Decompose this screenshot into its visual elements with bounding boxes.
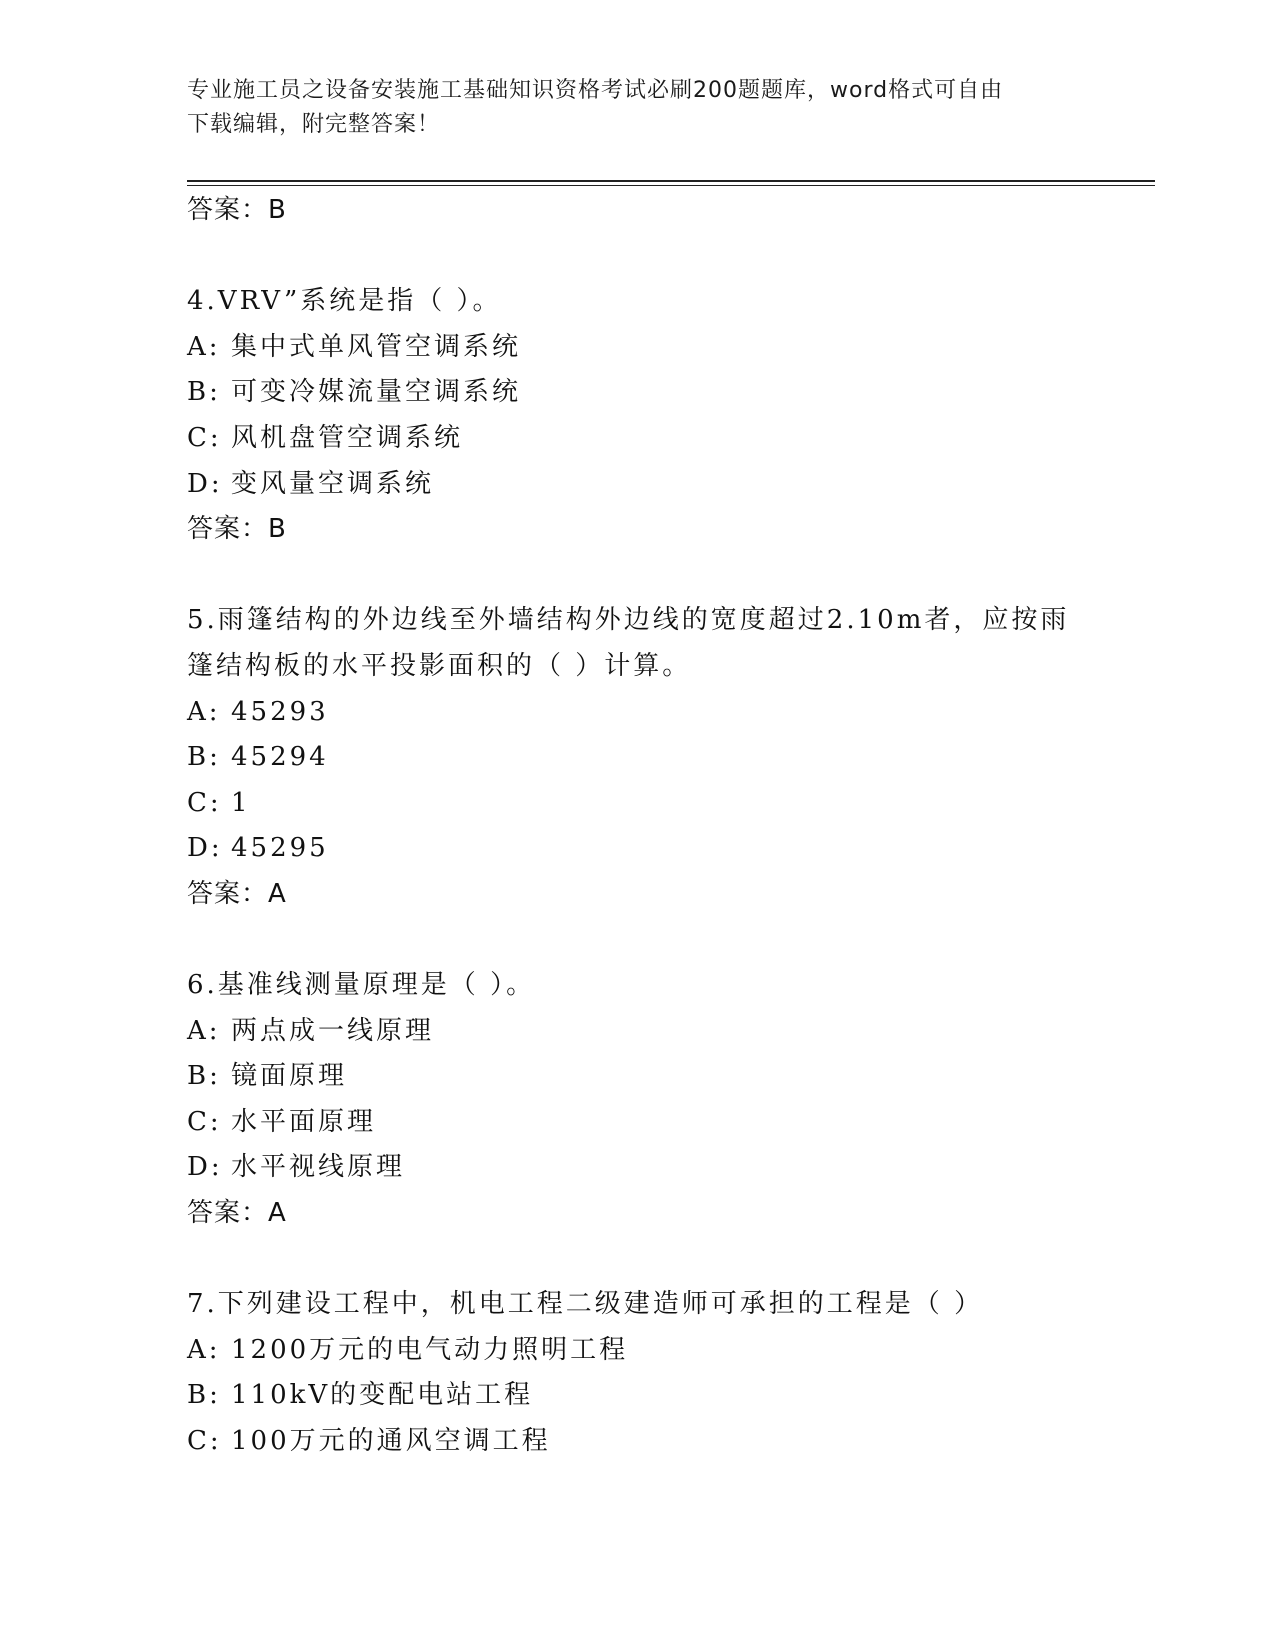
- spacer: [187, 1237, 1147, 1283]
- option-text: 1: [231, 787, 251, 818]
- option-c: [187, 1100, 1147, 1146]
- option-b: [187, 370, 1147, 416]
- option-letter: C:: [187, 787, 222, 818]
- option-a: [187, 690, 1147, 736]
- header-divider-thin: [187, 185, 1155, 186]
- option-letter: A:: [187, 696, 221, 727]
- option-text: 水平面原理: [231, 1106, 377, 1137]
- option-c: [187, 416, 1147, 462]
- option-text: 110kV的变配电站工程: [231, 1380, 534, 1411]
- option-text: 45293: [231, 696, 329, 727]
- header-line-2: 下载编辑，附完整答案！: [187, 112, 441, 137]
- option-text: 45295: [231, 833, 329, 864]
- question-block: [187, 963, 1147, 1237]
- option-letter: A:: [187, 1334, 221, 1365]
- document-body: [187, 188, 1147, 1465]
- question-stem: 5.雨篷结构的外边线至外墙结构外边线的宽度超过2.10m者，应按雨: [187, 605, 1070, 636]
- spacer: [187, 553, 1147, 599]
- option-d: [187, 1145, 1147, 1191]
- document-header: [187, 74, 1087, 142]
- option-letter: D:: [187, 833, 223, 864]
- header-divider-thick: [187, 180, 1155, 182]
- header-line-1: 专业施工员之设备安装施工基础知识资格考试必刷200题题库，word格式可自由: [187, 78, 1004, 103]
- option-c: [187, 781, 1147, 827]
- question-stem: 7.下列建设工程中，机电工程二级建造师可承担的工程是（ ）: [187, 1289, 984, 1320]
- option-text: 集中式单风管空调系统: [231, 331, 522, 362]
- option-letter: A:: [187, 331, 221, 362]
- option-a: [187, 1009, 1147, 1055]
- option-letter: D:: [187, 1152, 223, 1183]
- question-stem: 4.VRV”系统是指（ ）。: [187, 286, 502, 317]
- option-letter: C:: [187, 1106, 222, 1137]
- option-text: 镜面原理: [231, 1061, 348, 1092]
- option-letter: D:: [187, 468, 223, 499]
- option-letter: A:: [187, 1015, 221, 1046]
- question-block: [187, 1282, 1147, 1464]
- option-b: [187, 1373, 1147, 1419]
- question-block: [187, 598, 1147, 917]
- option-text: 水平视线原理: [231, 1152, 406, 1183]
- option-b: [187, 735, 1147, 781]
- question-block: [187, 279, 1147, 553]
- option-a: [187, 1328, 1147, 1374]
- option-b: [187, 1054, 1147, 1100]
- question-answer: 答案：B: [187, 514, 287, 545]
- question-answer: 答案：A: [187, 1198, 287, 1229]
- option-letter: C:: [187, 1426, 222, 1457]
- option-letter: B:: [187, 377, 221, 408]
- previous-answer: 答案：B: [187, 195, 287, 225]
- spacer: [187, 234, 1147, 280]
- option-letter: C:: [187, 422, 222, 453]
- option-text: 1200万元的电气动力照明工程: [231, 1334, 629, 1365]
- option-d: [187, 462, 1147, 508]
- option-text: 风机盘管空调系统: [231, 422, 464, 453]
- option-text: 变风量空调系统: [231, 468, 435, 499]
- option-a: [187, 325, 1147, 371]
- question-answer: 答案：A: [187, 878, 287, 909]
- option-letter: B:: [187, 1061, 221, 1092]
- option-text: 两点成一线原理: [231, 1015, 435, 1046]
- option-text: 45294: [231, 742, 329, 773]
- question-stem-continued: 篷结构板的水平投影面积的（ ）计算。: [187, 650, 692, 681]
- option-text: 可变冷媒流量空调系统: [231, 377, 522, 408]
- spacer: [187, 918, 1147, 964]
- option-d: [187, 826, 1147, 872]
- option-letter: B:: [187, 1380, 221, 1411]
- option-letter: B:: [187, 742, 221, 773]
- option-text: 100万元的通风空调工程: [231, 1426, 551, 1457]
- question-stem: 6.基准线测量原理是（ ）。: [187, 970, 536, 1001]
- option-c: [187, 1419, 1147, 1465]
